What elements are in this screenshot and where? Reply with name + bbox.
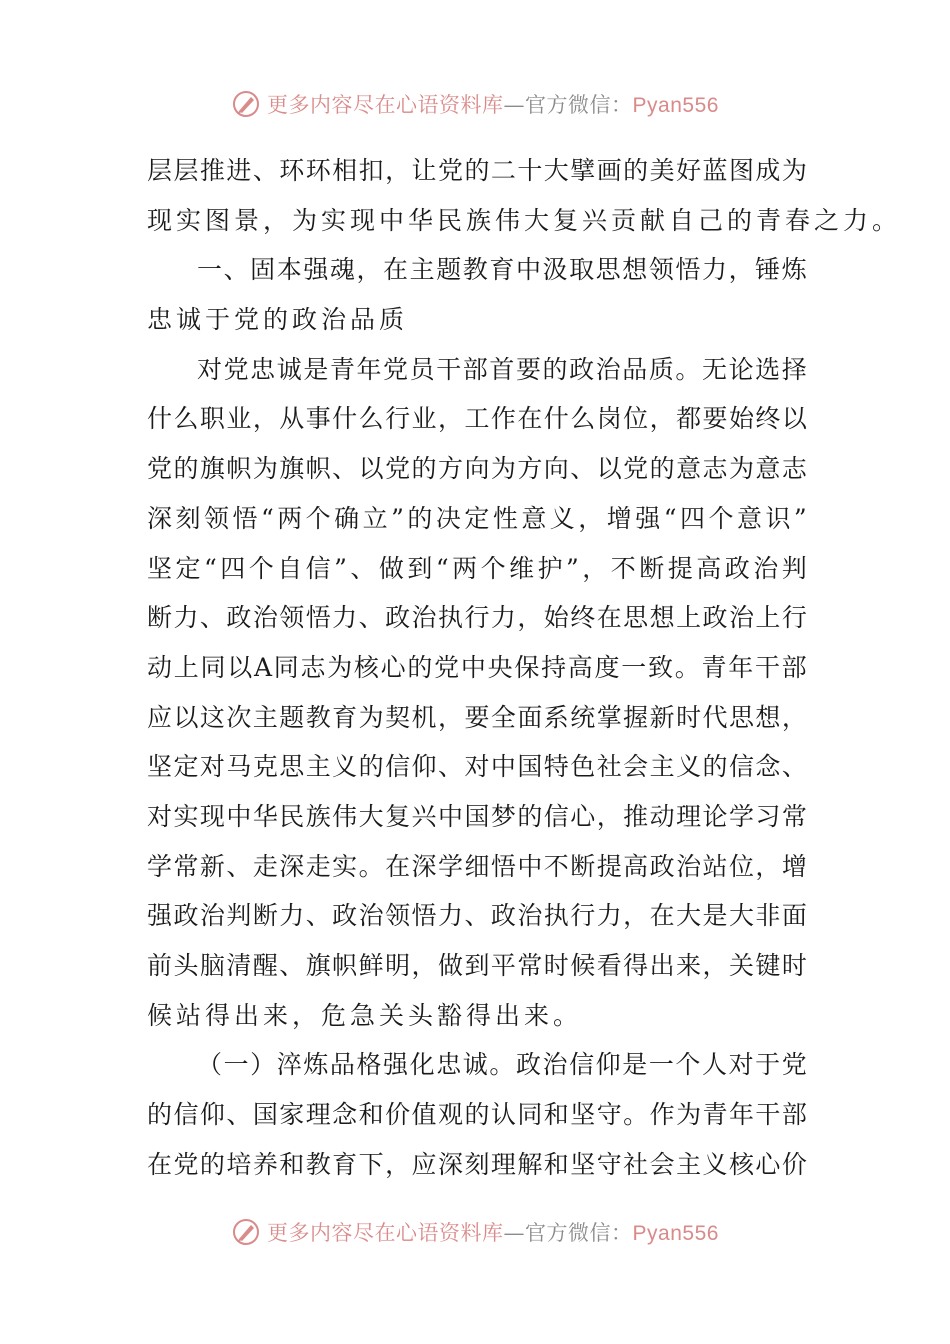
body-line: 动 上 同 以 A 同 志 为 核 心 的 党 中 央 保 持 高 度 一 致 。 青 年 干 部 <box>147 652 807 682</box>
pen-logo-icon <box>231 1217 261 1247</box>
watermark-main: 更多内容尽在心语资料库 <box>267 93 504 117</box>
watermark-id: Pyan556 <box>632 94 719 117</box>
watermark-dash: — <box>503 1221 526 1245</box>
body-line: 深 刻 领 悟 “ 两 个 确 立 ” 的 决 定 性 意 义 ， 增 强 “ 四 个 意 识 ” <box>147 503 807 533</box>
section-heading-line: 一 、 固 本 强 魂 ， 在 主 题 教 育 中 汲 取 思 想 领 悟 力 ， 锤 炼 <box>197 255 807 285</box>
body-line: 坚 定 “ 四 个 自 信 ” 、 做 到 “ 两 个 维 护 ” ， 不 断 提 高 政 治 判 <box>147 553 807 583</box>
watermark-banner-bottom <box>0 1212 950 1252</box>
body-line: 在 党 的 培 养 和 教 育 下 ， 应 深 刻 理 解 和 坚 守 社 会 主 义 核 心 价 <box>147 1149 807 1179</box>
watermark-text <box>267 1217 719 1247</box>
watermark-dash: — <box>503 93 526 117</box>
body-line: 断 力 、 政 治 领 悟 力 、 政 治 执 行 力 ， 始 终 在 思 想 上 政 治 上 行 <box>147 603 807 633</box>
body-line: 强 政 治 判 断 力 、 政 治 领 悟 力 、 政 治 执 行 力 ， 在 大 是 大 非 面 <box>147 901 807 931</box>
body-line: 前 头 脑 清 醒 、 旗 帜 鲜 明 ， 做 到 平 常 时 候 看 得 出 来 ， 关 键 时 <box>147 951 807 980</box>
watermark-sub: 官方微信： <box>525 93 633 117</box>
body-line: 层 层 推 进 、 环 环 相 扣 ， 让 党 的 二 十 大 擘 画 的 美 好 蓝 图 成 为 <box>147 156 807 185</box>
body-line: 现实图景，为实现中华民族伟大复兴贡献自己的青春之力。 <box>147 205 902 235</box>
body-line: 的 信 仰 、 国 家 理 念 和 价 值 观 的 认 同 和 坚 守 。 作 为 青 年 干 部 <box>147 1100 807 1130</box>
watermark-id: Pyan556 <box>632 1222 719 1245</box>
body-line: 什 么 职 业 ， 从 事 什 么 行 业 ， 工 作 在 什 么 岗 位 ， 都 要 始 终 以 <box>147 404 807 434</box>
subsection-heading-line: （ 一 ） 淬 炼 品 格 强 化 忠 诚 。 政 治 信 仰 是 一 个 人 对 于 党 <box>197 1050 807 1080</box>
document-body <box>147 146 902 1189</box>
body-line: 党 的 旗 帜 为 旗 帜 、 以 党 的 方 向 为 方 向 、 以 党 的 意 志 为 意 志 <box>147 454 807 484</box>
watermark-text <box>267 89 719 119</box>
body-line: 候站得出来，危急关头豁得出来。 <box>147 1000 583 1030</box>
watermark-banner-top <box>0 84 950 124</box>
pen-logo-icon <box>231 89 261 119</box>
watermark-sub: 官方微信： <box>525 1221 633 1245</box>
watermark-main: 更多内容尽在心语资料库 <box>267 1221 504 1245</box>
body-line: 学 常 新 、 走 深 走 实 。 在 深 学 细 悟 中 不 断 提 高 政 治 站 位 ， 增 <box>147 851 807 881</box>
body-line: 对 实 现 中 华 民 族 伟 大 复 兴 中 国 梦 的 信 心 ， 推 动 理 论 学 习 常 <box>147 801 807 831</box>
section-heading-line: 忠诚于党的政治品质 <box>147 305 409 335</box>
body-line: 应 以 这 次 主 题 教 育 为 契 机 ， 要 全 面 系 统 掌 握 新 时 代 思 想 ， <box>147 702 807 732</box>
body-line: 对 党 忠 诚 是 青 年 党 员 干 部 首 要 的 政 治 品 质 。 无 论 选 择 <box>197 354 807 384</box>
body-line: 坚 定 对 马 克 思 主 义 的 信 仰 、 对 中 国 特 色 社 会 主 义 的 信 念 、 <box>147 752 807 782</box>
